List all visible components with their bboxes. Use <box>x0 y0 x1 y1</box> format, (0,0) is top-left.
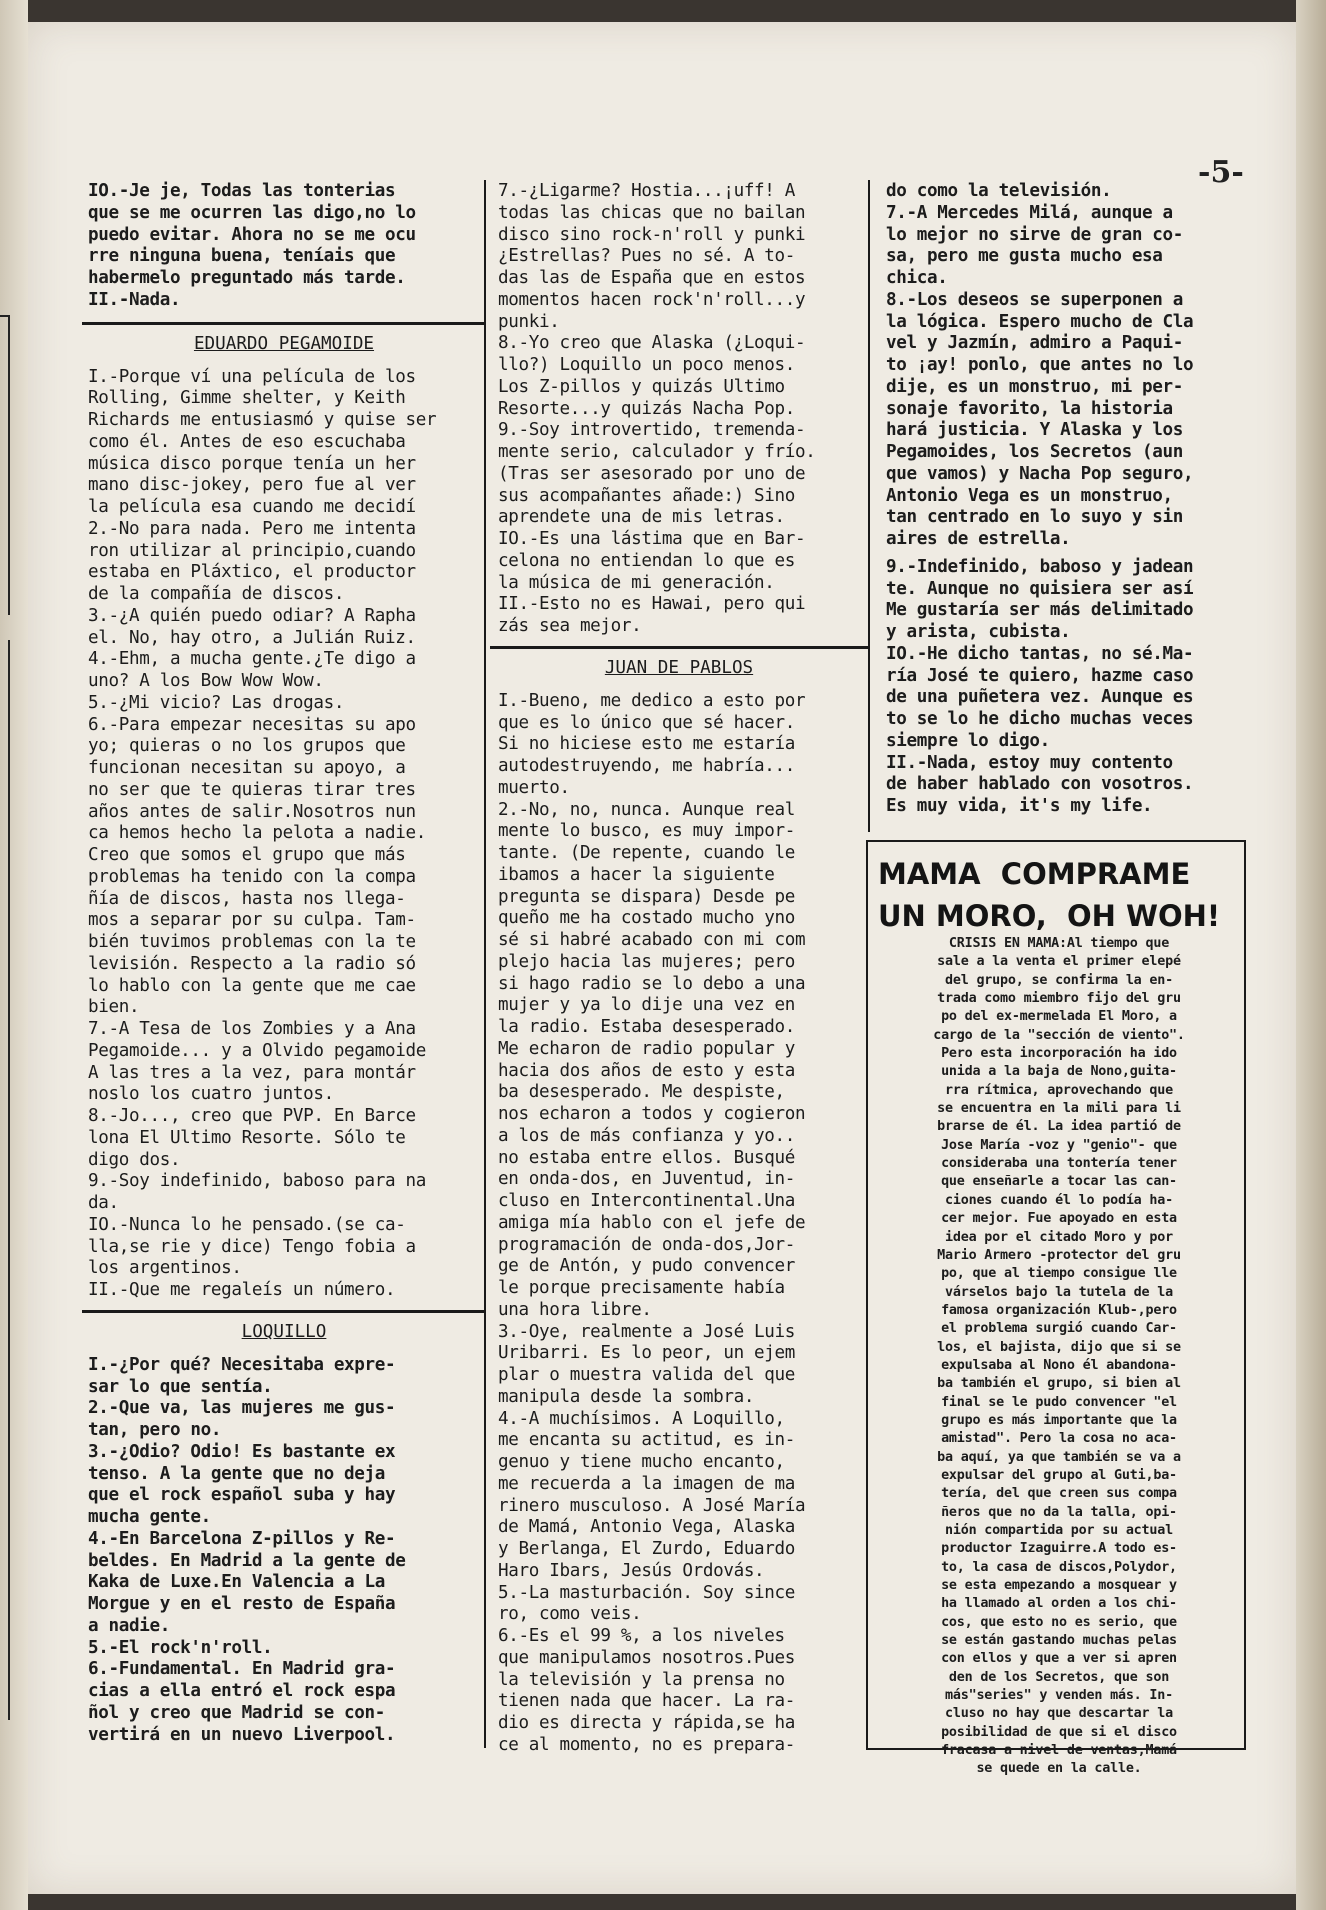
text-line: pregunta se dispara) Desde pe <box>498 886 796 907</box>
bleed-rule-vertical-2 <box>8 640 10 1720</box>
text-line: sonaje favorito, la historia <box>886 398 1173 419</box>
text-line: final se le pudo convencer "el <box>941 1394 1177 1410</box>
column-3-text-b <box>886 557 1246 818</box>
column-rule-2 <box>868 180 870 832</box>
text-line: rra rítmica, aprovechando que <box>945 1082 1173 1098</box>
text-line: Es muy vida, it's my life. <box>886 796 1153 816</box>
text-line: rre ninguna buena, teníais que <box>88 246 396 267</box>
text-line: ba también el grupo, si bien al <box>937 1376 1181 1392</box>
text-line: y Berlanga, El Zurdo, Eduardo <box>498 1539 796 1559</box>
text-line: yo; quieras o no los grupos que <box>88 736 406 757</box>
text-line: 6.-Fundamental. En Madrid gra- <box>88 1659 396 1680</box>
news-headline-line-1: MAMA COMPRAME <box>878 857 1191 891</box>
text-line: I.-Bueno, me dedico a esto por <box>498 690 806 711</box>
text-line: me recuerda a la imagen de ma <box>498 1473 796 1494</box>
text-line: queño me ha costado mucho yno <box>498 908 796 929</box>
text-line: Resorte...y quizás Nacha Pop. <box>498 398 796 419</box>
text-line: unida a la baja de Nono,guita- <box>941 1064 1177 1080</box>
text-line: el. No, hay otro, a Julián Ruiz. <box>88 627 416 648</box>
text-line: 4.-A muchísimos. A Loquillo, <box>498 1408 785 1429</box>
text-line: 6.-Para empezar necesitas su apo <box>88 714 416 735</box>
text-line: do como la televisión. <box>886 181 1112 201</box>
text-line: 6.-Es el 99 %, a los niveles <box>498 1626 785 1646</box>
text-line: y arista, cubista. <box>886 622 1071 642</box>
text-line: da. <box>88 1193 119 1213</box>
text-line: punki. <box>498 311 560 332</box>
text-line: A las tres a la vez, para montár <box>88 1062 416 1083</box>
text-line: Pegamoides, los Secretos (aun <box>886 442 1184 462</box>
text-line: Me gustaría ser más delimitado <box>886 600 1194 621</box>
text-line: idea por el citado Moro y por <box>945 1229 1173 1245</box>
text-line: la radio. Estaba desesperado. <box>498 1017 796 1037</box>
text-line: se esta empezando a mosquear y <box>941 1578 1177 1594</box>
text-line: sar lo que sentía. <box>88 1376 273 1397</box>
text-line: Pero esta incorporación ha ido <box>941 1046 1177 1062</box>
text-line: Morgue y en el resto de España <box>88 1594 396 1614</box>
text-line: bien. <box>88 997 140 1018</box>
text-line: ciones cuando él lo podía ha- <box>945 1192 1173 1208</box>
text-line: Jose María -voz y "genio"- que <box>941 1137 1177 1153</box>
text-line: hacia dos años de esto y esta <box>498 1060 796 1081</box>
text-line: den de los Secretos, que son <box>948 1669 1170 1685</box>
text-line: que se me ocurren las digo,no lo <box>88 202 416 223</box>
text-line: ría José te quiero, hazme caso <box>886 665 1194 686</box>
text-line: de haber hablado con vosotros. <box>886 774 1194 795</box>
text-line: 3.-¿Odio? Odio! Es bastante ex <box>88 1441 396 1462</box>
text-line: como él. Antes de eso escuchaba <box>88 431 406 452</box>
text-line: ibamos a hacer la siguiente <box>498 864 775 885</box>
text-line: sale a la venta el primer elepé <box>937 954 1181 970</box>
text-line: mente lo busco, es muy impor- <box>498 821 796 842</box>
text-line: dio es directa y rápida,se ha <box>498 1713 796 1733</box>
text-line: brarse de él. La idea partió de <box>937 1119 1181 1135</box>
text-line: CRISIS EN MAMA:Al tiempo que <box>948 936 1170 951</box>
text-line: cias a ella entró el rock espa <box>88 1681 396 1701</box>
text-line: 5.-El rock'n'roll. <box>88 1637 273 1658</box>
text-line: 3.-¿A quién puedo odiar? A Rapha <box>88 605 416 626</box>
section-title-eduardo: EDUARDO PEGAMOIDE <box>193 333 375 354</box>
text-line: 9.-Soy introvertido, tremenda- <box>498 420 806 441</box>
text-line: momentos hacen rock'n'roll...y <box>498 289 806 310</box>
text-line: funcionan necesitan su apoyo, a <box>88 758 406 778</box>
text-line: grupo es más importante que la <box>941 1412 1177 1428</box>
text-line: Richards me entusiasmó y quise ser <box>88 410 437 430</box>
text-line: 7.-A Tesa de los Zombies y a Ana <box>88 1019 416 1039</box>
text-line: siempre lo digo. <box>886 730 1050 751</box>
text-line: das las de España que en estos <box>498 268 806 288</box>
text-line: trada como miembro fijo del gru <box>937 991 1181 1007</box>
text-line: tante. (De repente, cuando le <box>498 843 796 863</box>
column-rule-1 <box>484 180 486 1748</box>
text-line: de Mamá, Antonio Vega, Alaska <box>498 1517 796 1538</box>
text-line: Rolling, Gimme shelter, y Keith <box>88 388 406 409</box>
section-title-juan: JUAN DE PABLOS <box>604 657 754 678</box>
text-line: vel y Jazmín, admiro a Paqui- <box>886 333 1184 354</box>
text-line: chica. <box>886 268 948 288</box>
text-line: productor Izaguirre.A todo es- <box>941 1541 1177 1557</box>
page-right-edge <box>1296 0 1326 1910</box>
text-line: ge de Antón, y pudo convencer <box>498 1256 796 1277</box>
text-line: I.-¿Por qué? Necesitaba expre- <box>88 1354 396 1375</box>
text-line: mente serio, calculador y frío. <box>498 442 816 462</box>
text-line: genuo y tiene mucho encanto, <box>498 1452 785 1472</box>
text-line: puedo evitar. Ahora no se me ocu <box>88 224 416 245</box>
text-line: te. Aunque no quisiera ser así <box>886 578 1194 599</box>
text-line: problemas ha tenido con la compa <box>88 866 416 887</box>
text-line: autodestruyendo, me habría... <box>498 756 796 776</box>
text-line: música disco porque tenía un her <box>88 453 416 474</box>
text-line: ba desesperado. Me despiste, <box>498 1082 785 1103</box>
column-1-intro <box>88 181 480 312</box>
text-line: que manipulamos nosotros.Pues <box>498 1647 796 1668</box>
text-line: a nadie. <box>88 1615 170 1636</box>
text-line: 7.-¿Ligarme? Hostia...¡uff! A <box>498 181 796 201</box>
column-2-intro <box>498 181 860 638</box>
text-line: uno? A los Bow Wow Wow. <box>88 671 324 691</box>
text-line: 4.-Ehm, a mucha gente.¿Te digo a <box>88 649 416 670</box>
text-line: que vamos) y Nacha Pop seguro, <box>886 463 1194 484</box>
section-divider <box>82 1310 486 1313</box>
news-headline-line-2: UN MORO, OH WOH! <box>878 899 1221 933</box>
text-line: mucha gente. <box>88 1507 211 1527</box>
text-line: to ¡ay! ponlo, que antes no lo <box>886 355 1194 375</box>
text-line: más"series" y venden más. In- <box>945 1688 1173 1704</box>
text-line: 9.-Soy indefinido, baboso para na <box>88 1171 426 1192</box>
text-line: celona no entiendan lo que es <box>498 550 796 571</box>
text-line: plar o muestra valida del que <box>498 1365 796 1385</box>
text-line: ñeros que no da la talla, opi- <box>941 1504 1177 1520</box>
text-line: beldes. En Madrid a la gente de <box>88 1550 406 1571</box>
text-line: (Tras ser asesorado por uno de <box>498 463 806 484</box>
text-line: la película esa cuando me decidí <box>88 497 416 517</box>
text-line: una hora libre. <box>498 1299 652 1320</box>
text-line: zás sea mejor. <box>498 616 642 636</box>
text-line: mos a separar por su culpa. Tam- <box>88 910 416 931</box>
text-line: 8.-Jo..., creo que PVP. En Barce <box>88 1106 416 1126</box>
text-line: 8.-Los deseos se superponen a <box>886 289 1184 310</box>
text-line: se encuentra en la mili para li <box>937 1101 1181 1117</box>
text-line: IO.-Es una lástima que en Bar- <box>498 529 806 549</box>
text-line: Uribarri. Es lo peor, un ejem <box>498 1343 796 1364</box>
text-line: si hago radio se lo debo a una <box>498 973 806 994</box>
eduardo-pegamoide-text <box>88 367 480 1302</box>
text-line: II.-Que me regaleís un número. <box>88 1280 396 1300</box>
section-divider <box>490 646 868 649</box>
text-line: de una puñetera vez. Aunque es <box>886 687 1194 708</box>
text-line: IO.-He dicho tantas, no sé.Ma- <box>886 643 1194 664</box>
text-line: ca hemos hecho la pelota a nadie. <box>88 823 426 844</box>
text-line: tienen nada que hacer. La ra- <box>498 1691 796 1712</box>
previous-page-edge <box>0 0 28 1910</box>
text-line: Los Z-pillos y quizás Ultimo <box>498 376 785 397</box>
text-line: po, que al tiempo consigue lle <box>941 1266 1177 1282</box>
text-line: que el rock español suba y hay <box>88 1485 396 1506</box>
text-line: famosa organización Klub-,pero <box>941 1302 1177 1318</box>
loquillo-text <box>88 1355 480 1747</box>
page-number: -5- <box>1198 155 1244 190</box>
text-line: II.-Nada. <box>88 289 181 310</box>
text-line: aprendete una de mis letras. <box>498 507 785 528</box>
text-line: la lógica. Espero mucho de Cla <box>886 311 1194 332</box>
text-line: sus acompañantes añade:) Sino <box>498 485 796 506</box>
text-line: cer mejor. Fue apoyado en esta <box>941 1211 1177 1227</box>
text-line: Si no hiciese esto me estaría <box>498 734 796 755</box>
text-line: aires de estrella. <box>886 529 1071 549</box>
text-line: años antes de salir.Nosotros nun <box>88 801 416 822</box>
text-line: noslo los cuatro juntos. <box>88 1084 334 1105</box>
text-line: hará justicia. Y Alaska y los <box>886 420 1184 441</box>
text-line: cos, que esto no es serio, que <box>941 1614 1177 1630</box>
text-line: no ser que te quieras tirar tres <box>88 779 416 800</box>
text-line: muerto. <box>498 777 570 798</box>
text-line: Me echaron de radio popular y <box>498 1038 796 1059</box>
text-line: tan centrado en lo suyo y sin <box>886 507 1184 528</box>
text-line: 5.-La masturbación. Soy since <box>498 1582 796 1603</box>
text-line: várselos bajo la tutela de la <box>945 1284 1173 1300</box>
text-line: ha llamado al orden a los chi- <box>941 1596 1177 1612</box>
text-line: consideraba una tontería tener <box>941 1156 1177 1172</box>
text-line: me encanta su actitud, es in- <box>498 1430 796 1451</box>
text-line: ñía de discos, hasta nos llega- <box>88 888 406 909</box>
section-divider <box>82 322 486 325</box>
text-line: 4.-En Barcelona Z-pillos y Re- <box>88 1528 396 1549</box>
text-line: que enseñarle a tocar las can- <box>941 1174 1177 1190</box>
text-line: el problema surgió cuando Car- <box>941 1321 1177 1337</box>
text-line: Kaka de Luxe.En Valencia a La <box>88 1572 386 1593</box>
text-line: se están gastando muchas pelas <box>941 1633 1177 1649</box>
column-1 <box>88 181 480 1746</box>
text-line: Antonio Vega es un monstruo, <box>886 485 1173 506</box>
text-line: tenso. A la gente que no deja <box>88 1463 386 1484</box>
text-line: lo hablo con la gente que me cae <box>88 975 416 996</box>
text-line: IO.-Nunca lo he pensado.(se ca- <box>88 1214 406 1235</box>
text-line: amistad". Pero la cosa no aca- <box>941 1431 1177 1447</box>
text-line: los, el bajista, dijo que si se <box>937 1339 1181 1355</box>
text-line: llo?) Loquillo un poco menos. <box>498 355 796 375</box>
text-line: mujer y ya lo dije una vez en <box>498 995 796 1016</box>
text-line: mano disc-jokey, pero fue al ver <box>88 475 416 496</box>
text-line: sé si habré acabado con mi com <box>498 930 806 950</box>
text-line: 3.-Oye, realmente a José Luis <box>498 1321 796 1342</box>
column-3 <box>886 181 1246 818</box>
text-line: tan, pero no. <box>88 1420 222 1440</box>
text-line: habermelo preguntado más tarde. <box>88 268 406 288</box>
text-line: I.-Porque ví una película de los <box>88 366 416 387</box>
text-line: estaba en Pláxtico, el productor <box>88 562 416 583</box>
text-line: todas las chicas que no bailan <box>498 202 806 223</box>
column-3-text-a <box>886 181 1246 551</box>
text-line: cluso no hay que descartar la <box>945 1706 1173 1722</box>
news-headline <box>878 853 1242 937</box>
text-line: los argentinos. <box>88 1258 242 1279</box>
text-line: a los de más confianza y yo.. <box>498 1125 796 1146</box>
text-line: plejo hacia las mujeres; pero <box>498 951 796 972</box>
section-title-loquillo: LOQUILLO <box>241 1321 327 1342</box>
text-line: disco sino rock-n'roll y punki <box>498 224 806 245</box>
text-line: la música de mi generación. <box>498 572 775 593</box>
text-line: que es lo único que sé hacer. <box>498 712 796 733</box>
text-line: ba aquí, ya que también se va a <box>937 1449 1181 1465</box>
text-line: expulsaba al Nono él abandona- <box>941 1357 1177 1373</box>
text-line: Pegamoide... y a Olvido pegamoide <box>88 1040 426 1061</box>
text-line: con ellos y que a ver si apren <box>941 1651 1177 1667</box>
text-line: tería, del que creen sus compa <box>941 1486 1177 1502</box>
text-line: manipula desde la sombra. <box>498 1386 755 1407</box>
column-2 <box>498 181 860 1757</box>
text-line: 2.-No para nada. Pero me intenta <box>88 518 416 539</box>
text-line: del grupo, se confirma la en- <box>945 972 1173 988</box>
text-line: cluso en Intercontinental.Una <box>498 1191 796 1211</box>
text-line: II.-Esto no es Hawai, pero qui <box>498 594 806 615</box>
text-line: ce al momento, no es prepara- <box>498 1734 796 1755</box>
text-line: de la compañía de discos. <box>88 584 345 604</box>
text-line: ron utilizar al principio,cuando <box>88 540 416 561</box>
text-line: cargo de la "sección de viento". <box>933 1027 1185 1043</box>
news-body <box>900 935 1218 1779</box>
text-line: levisión. Respecto a la radio só <box>88 953 416 974</box>
text-line: 2.-No, no, nunca. Aunque real <box>498 799 796 820</box>
text-line: to, la casa de discos,Polydor, <box>941 1559 1177 1575</box>
text-line: le porque precisamente había <box>498 1278 785 1298</box>
text-line: programación de onda-dos,Jor- <box>498 1234 796 1255</box>
text-line: 8.-Yo creo que Alaska (¿Loqui- <box>498 333 806 354</box>
text-line: IO.-Je je, Todas las tonterias <box>88 181 396 201</box>
text-line: II.-Nada, estoy muy contento <box>886 752 1173 773</box>
text-line: ro, como veis. <box>498 1604 642 1625</box>
text-line: posibilidad de que si el disco <box>941 1724 1177 1740</box>
text-line: 7.-A Mercedes Milá, aunque a <box>886 202 1173 223</box>
text-line: rinero musculoso. A José María <box>498 1495 806 1516</box>
text-line: nión compartida por su actual <box>945 1523 1173 1538</box>
text-line: amiga mía hablo con el jefe de <box>498 1212 806 1233</box>
text-line: se quede en la calle. <box>976 1761 1142 1777</box>
text-line: ñol y creo que Madrid se con- <box>88 1702 386 1723</box>
text-line: 2.-Que va, las mujeres me gus- <box>88 1398 396 1419</box>
text-line: digo dos. <box>88 1149 181 1170</box>
text-line: Mario Armero -protector del gru <box>937 1247 1181 1263</box>
text-line: lla,se rie y dice) Tengo fobia a <box>88 1236 416 1257</box>
text-line: ¿Estrellas? Pues no sé. A to- <box>498 246 796 267</box>
text-line: bién tuvimos problemas con la te <box>88 932 416 952</box>
text-line: lo mejor no sirve de gran co- <box>886 224 1184 245</box>
text-line: sa, pero me gusta mucho esa <box>886 246 1163 267</box>
text-line: expulsar del grupo al Guti,ba- <box>941 1467 1177 1483</box>
text-line: nos echaron a todos y cogieron <box>498 1104 806 1124</box>
text-line: Creo que somos el grupo que más <box>88 845 406 865</box>
text-line: Haro Ibars, Jesús Ordovás. <box>498 1560 765 1581</box>
text-line: no estaba entre ellos. Busqué <box>498 1147 796 1168</box>
text-line: la televisión y la prensa no <box>498 1669 785 1690</box>
text-line: dije, es un monstruo, mi per- <box>886 376 1184 397</box>
text-line: 5.-¿Mi vicio? Las drogas. <box>88 692 345 713</box>
text-line: vertirá en un nuevo Liverpool. <box>88 1724 396 1745</box>
text-line: lona El Ultimo Resorte. Sólo te <box>88 1127 406 1148</box>
text-line: to se lo he dicho muchas veces <box>886 709 1194 729</box>
juan-de-pablos-text <box>498 691 860 1757</box>
text-line: en onda-dos, en Juventud, in- <box>498 1169 796 1190</box>
text-line: 9.-Indefinido, baboso y jadean <box>886 556 1194 577</box>
text-line: po del ex-mermelada El Moro, a <box>941 1009 1177 1025</box>
bleed-rule-vertical-1 <box>8 315 10 615</box>
text-line: fracasa a nivel de ventas,Mamá <box>941 1743 1177 1759</box>
